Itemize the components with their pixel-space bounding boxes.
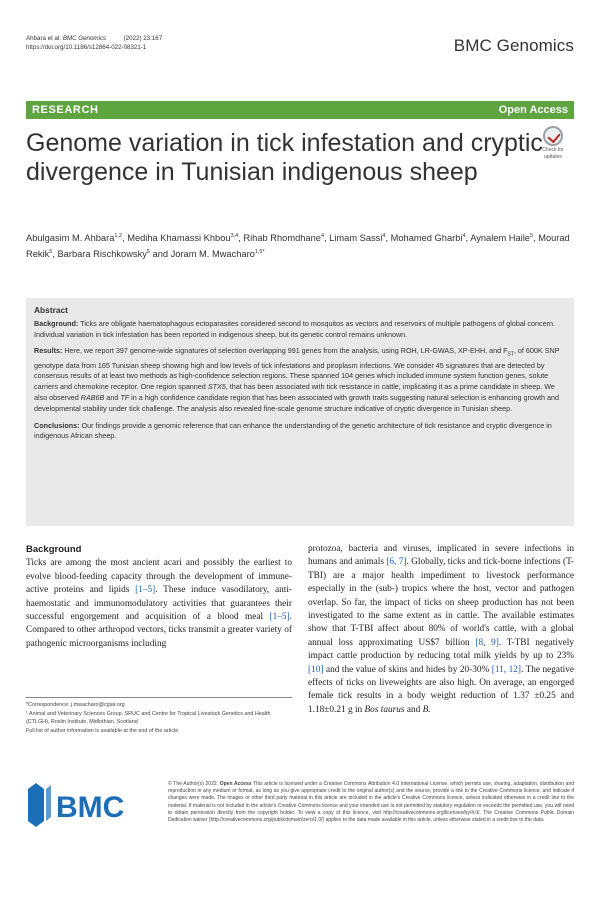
author[interactable]: Aynalem Haile$^5$ [470, 232, 534, 243]
bmc-logo-mark [26, 781, 128, 829]
section-heading-background: Background [26, 544, 82, 555]
author[interactable]: Abulgasim M. Ahbara$^{1,2}$ [26, 232, 123, 243]
open-access-label: Open Access [498, 104, 568, 116]
citation-year-volume: (2022) 23:167 [123, 35, 163, 42]
citation-authors: Ahbara et al. [26, 35, 62, 42]
affiliation-note: ¹ Animal and Veterinary Sciences Group, SRUC and Centre for Tropical Livestock Genetics and Health (CTLGH), Roslin Institute, Midlothian, Scotland [26, 711, 271, 725]
author[interactable]: Limam Sassi$^4$ [329, 232, 386, 243]
section-bar [26, 101, 574, 119]
author-info-note: Full list of author information is available at the end of the article [26, 728, 179, 734]
body-paragraph: Ticks are among the most ancient acari and possibly the earliest to evolve blood-feeding capacity through the development of immune-active proteins and lipids [1–5]. These induce vasodilatory, anti-haemostatic and immunomodulatory activities that guarantees their successful engorgement and acquisition of a blood meal [1–5]. Compared to other arthropod vectors, ticks transmit a greater variety of pathogenic microorganisms including [26, 558, 292, 649]
citation-link[interactable]: [6, 7] [386, 557, 407, 568]
body-column-right [308, 543, 574, 717]
citation-link[interactable]: [1–5] [269, 612, 290, 623]
journal-brand: BMC Genomics [453, 36, 574, 55]
check-updates-line1: Check for [542, 147, 564, 153]
author[interactable]: Rihab Rhomdhane$^4$ [243, 232, 324, 243]
license-text: © The Author(s) 2022. Open Access This article is licensed under a Creative Commons Attribution 4.0 International License, which permits use, sharing, adaptation, distribution and reproduction in any medium or format, as long as you give appropriate credit to the original author(s) and the source, provide a link to the Creative Commons licence, and indicate if changes were made. The images or other third party material in this article are included in the article's Creative Commons licence, unless indicated otherwise in a credit line to the material. If material is not included in the article's Creative Commons licence and your intended use is not permitted by statutory regulation or exceeds the permitted use, you will need to obtain permission directly from the copyright holder. To view a copy of this licence, visit http://creativecommons.org/licenses/by/4.0/. The Creative Commons Public Domain Dedication waiver (http://creativecommons.org/publicdomain/zero/1.0/) applies to the data made available in this article, unless otherwise stated in a credit line to the data. [168, 781, 575, 824]
citation-link[interactable]: [8, 9] [475, 637, 499, 648]
author[interactable]: Mohamed Gharbi$^4$ [390, 232, 466, 243]
author[interactable]: Mourad Rekik$^5$ [26, 233, 570, 259]
author-list: Abulgasim M. Ahbara$^{1,2}$, Mediha Khamassi Khbou$^{3,4}$, Rihab Rhomdhane$^4$, Limam Sassi$^4$, Mohamed Gharbi$^4$, Aynalem Haile$^5$, Mourad Rekik$^5$, Barbara Rischkowsky$^5$ and Joram M. Mwacharo$^{1,5*}$ [26, 232, 570, 259]
abstract-background: Background: Ticks are obligate haematophagous ectoparasites considered second to mosquitos as vectors and reservoirs of multiple pathogens of global concern. Individual variation in tick infestation has been reported in indigenous sheep, but its genetic control remains unknown. [34, 318, 555, 339]
body-column-left [26, 543, 292, 651]
abstract-results: Results: Here, we report 397 genome-wide signatures of selection overlapping 991 genes from the analysis, using ROH, LR-GWAS, XP-EHH, and $F_{ST}$, of 600K SNP genotype data from 165 Tunisian sheep showing high and low levels of tick infestations and piroplasm infections. We consider 45 signatures that are detected by consensus results of at least two methods as high-confidence selection regions. These spanned 104 genes which included immune system function genes, solute carriers and chemokine receptor. One region spanned STX5, that has been associated with tick resistance in cattle, implicating it as a prime candidate in sheep. We also observed RAB6B and TF in a high confidence candidate region that has been associated with growth traits suggesting natural selection is enhancing growth and developmental stability under tick challenge. The analysis also revealed fine-scale genome structure indicative of cryptic divergence in Tunisian sheep. [34, 346, 560, 413]
body-paragraph: protozoa, bacteria and viruses, implicated in severe infections in humans and animals [6, 7]. Globally, ticks and tick-borne infections (T-TBI) are a major health impediment to livestock performance especially in the (sub-) tropics where the host, vector and pathogen overlap. So far, the impact of ticks on sheep production has not been investigated to the same extent as in cattle. The available estimates show that T-TBI affect about 80% of world's cattle, with a global annual loss approximating US$7 billion [8, 9]. T-TBI negatively impact cattle production by reducing total milk yields by up to 23% [10] and the value of skins and hides by 20-30% [11, 12]. The negative effects of ticks on liveweights are also high. On average, an engorged female tick results in a body weight reduction of 1.37 ±0.25 and 1.18±0.21 g in Bos taurus and B. [308, 544, 575, 715]
abstract-conclusions: Conclusions: Our findings provide a genomic reference that can enhance the understanding of the genetic architecture of tick resistance and cryptic divergence in indigenous African sheep. [34, 420, 552, 441]
citation-link[interactable]: [11, 12] [491, 664, 521, 675]
author[interactable]: and Joram M. Mwacharo$^{1,5*}$ [152, 248, 265, 259]
doi-link[interactable]: https://doi.org/10.1186/s12864-022-08321-1 [26, 44, 147, 51]
author[interactable]: Mediha Khamassi Khbou$^{3,4}$ [127, 232, 239, 243]
article-type-label: RESEARCH [32, 104, 99, 116]
citation-header [26, 34, 162, 52]
citation-line [26, 34, 162, 43]
check-updates-line2: updates [544, 154, 562, 160]
footnotes [26, 697, 292, 736]
article-title: Genome variation in tick infestation and cryptic divergence in Tunisian indigenous sheep [26, 129, 543, 186]
correspondence-note: *Correspondence: j.mwacharo@cgiar.org [26, 702, 125, 708]
citation-link[interactable]: [10] [308, 664, 324, 675]
check-updates-icon [543, 126, 563, 146]
abstract-box [26, 298, 574, 526]
bmc-logo-text: BMC [56, 791, 125, 824]
citation-journal: BMC Genomics [62, 35, 107, 42]
bmc-logo [26, 781, 128, 829]
author[interactable]: Barbara Rischkowsky$^5$ [57, 248, 150, 259]
citation-link[interactable]: [1–5] [135, 585, 156, 596]
abstract-heading: Abstract [34, 305, 68, 315]
